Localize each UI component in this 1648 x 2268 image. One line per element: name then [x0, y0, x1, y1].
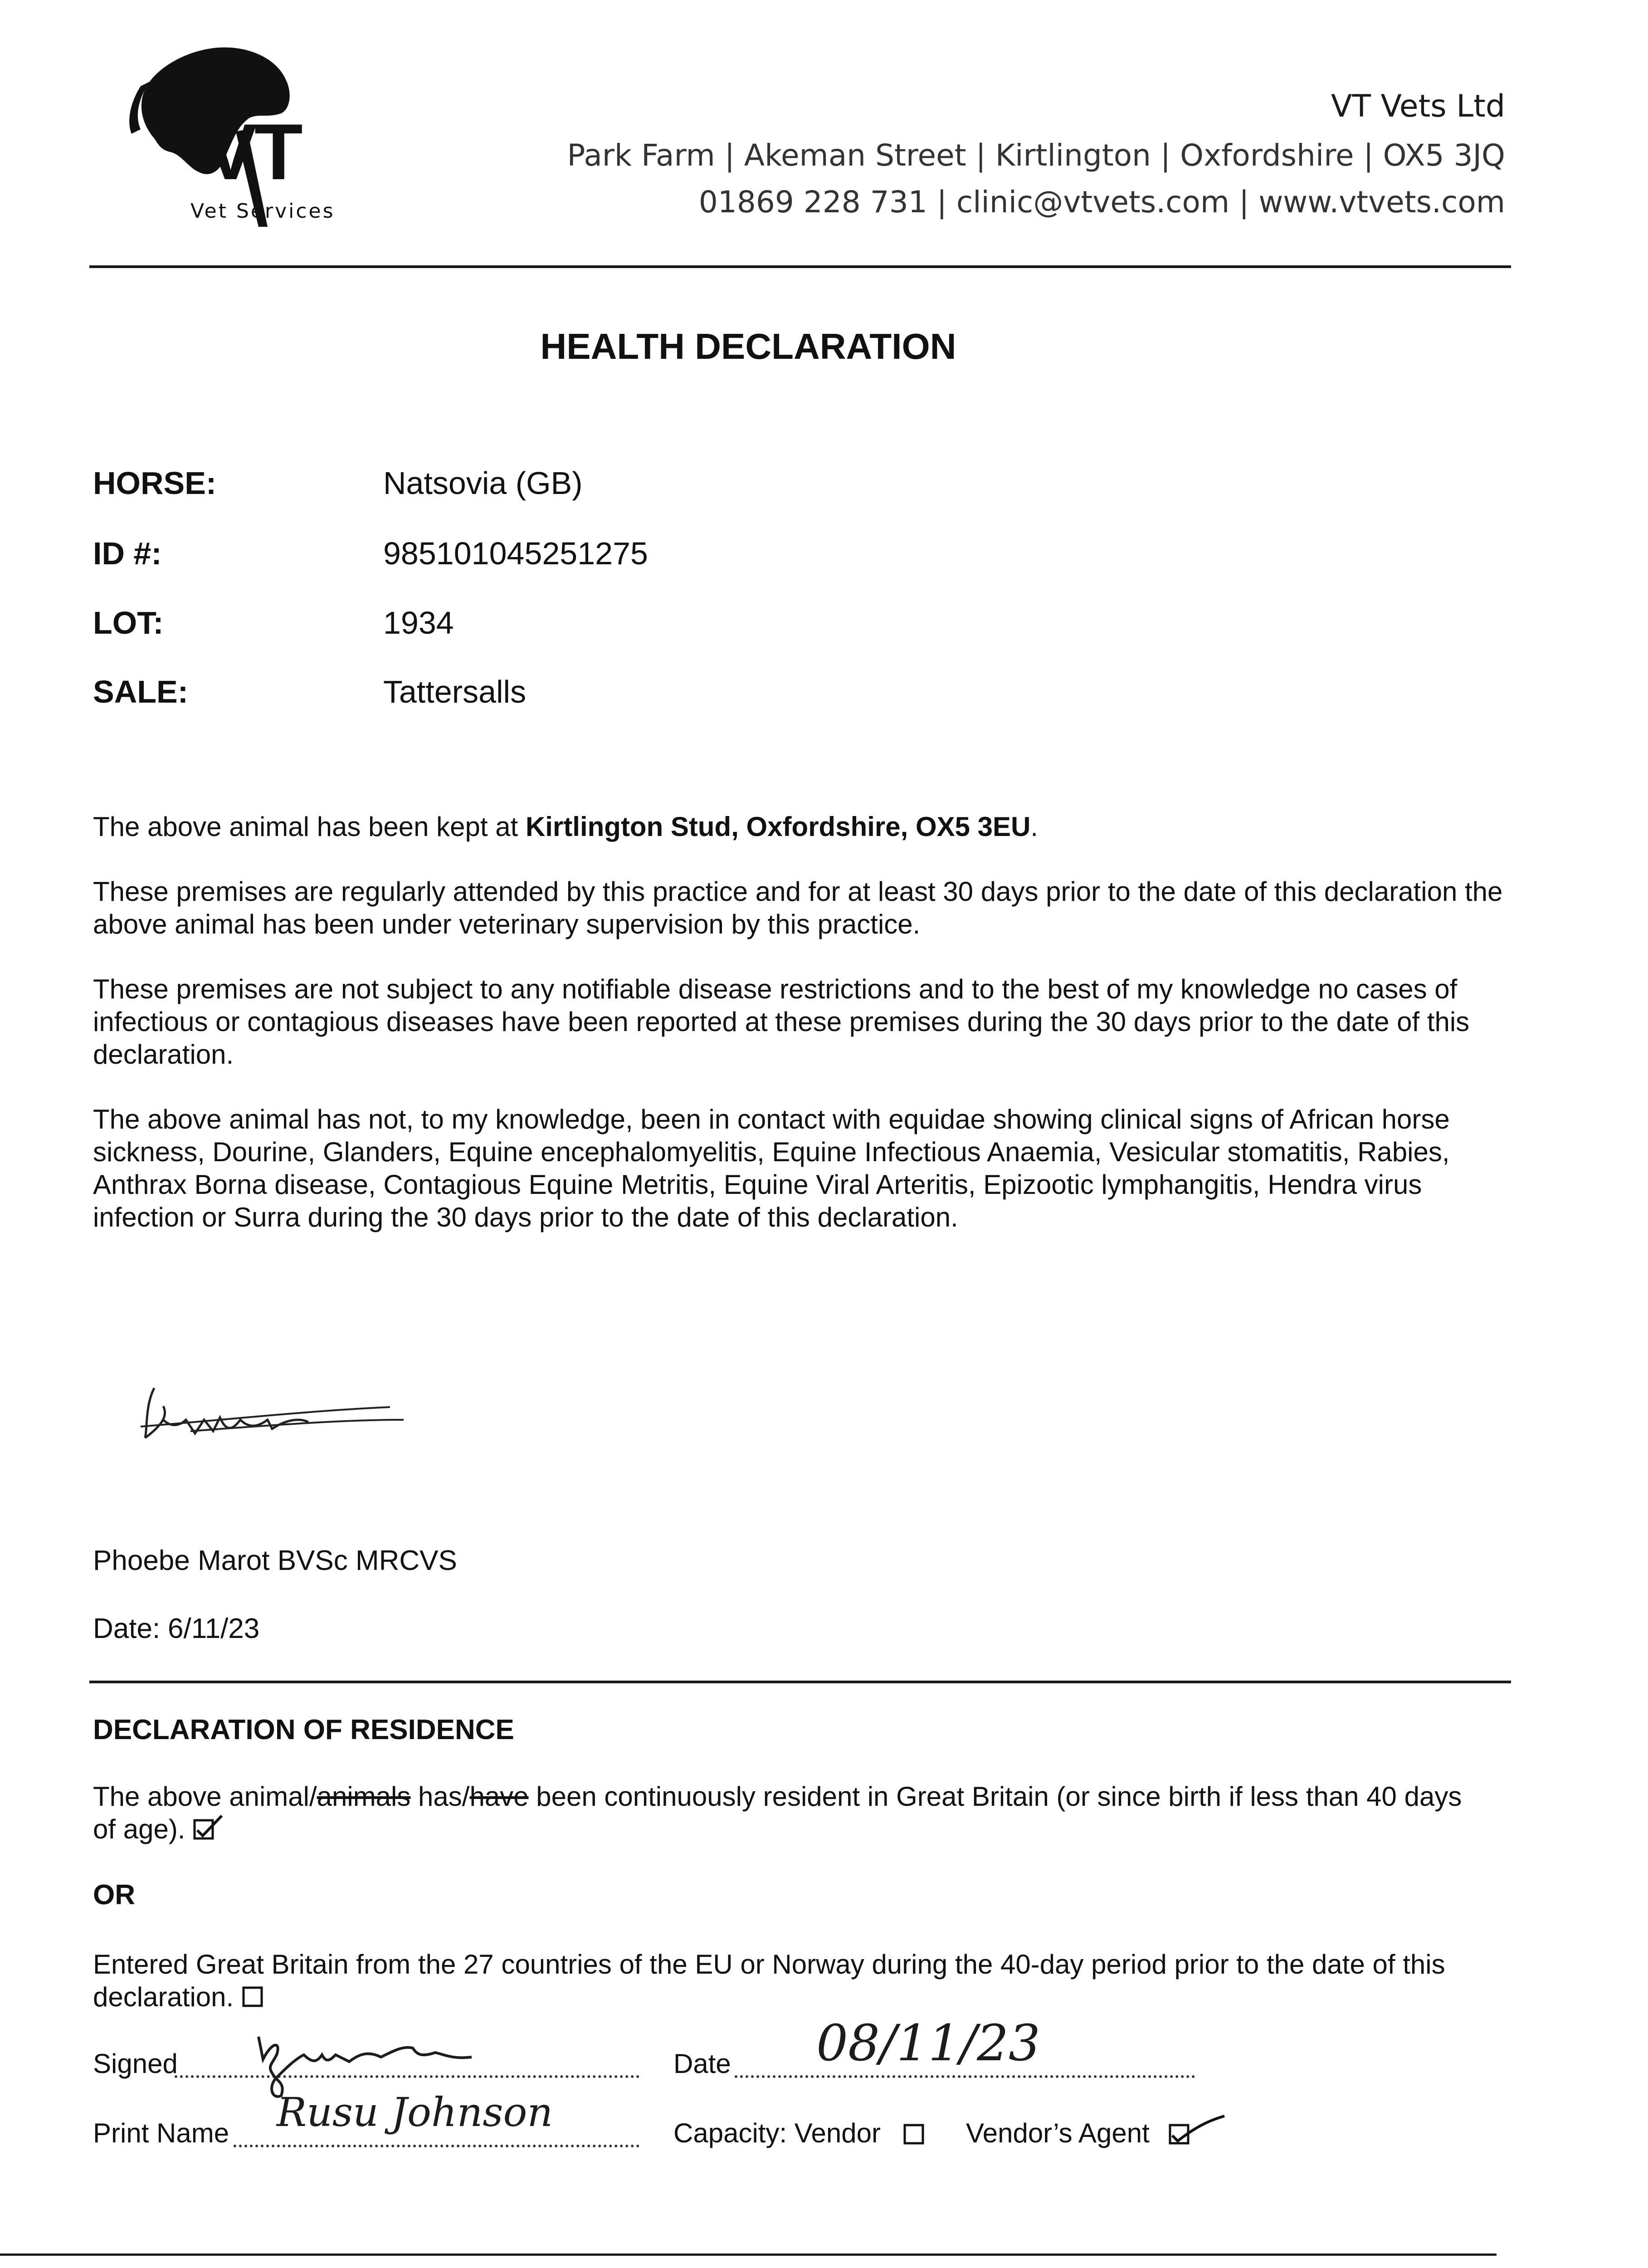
logo-brand-text: VT	[204, 108, 300, 196]
premises-prefix: The above animal has been kept at	[93, 811, 526, 842]
vet-date-value: 6/11/23	[168, 1613, 260, 1644]
residence-title: DECLARATION OF RESIDENCE	[93, 1714, 514, 1745]
supervision-paragraph: These premises are regularly attended by this practice and for at least 30 days prior to the date of this declaration the above animal has been under veterinary supervision by this practice.	[93, 876, 1503, 939]
or-label: OR	[93, 1879, 135, 1911]
capacity-label: Capacity: Vendor	[673, 2118, 881, 2148]
option1-struck-animals: animals	[317, 1781, 411, 1812]
option1-text-c: been continuously resident in Great Britain (or since birth if less than 40 days of age).	[93, 1781, 1462, 1844]
signed-label: Signed	[93, 2048, 178, 2079]
lot-label: LOT:	[93, 605, 164, 640]
premises-location: Kirtlington Stud, Oxfordshire, OX5 3EU	[525, 811, 1031, 842]
print-name-label: Print Name	[93, 2118, 229, 2148]
vendors-agent-checkbox[interactable]	[1168, 2114, 1227, 2150]
handwritten-name: Rusu Johnson	[277, 2089, 553, 2136]
vendors-agent-label: Vendor’s Agent	[966, 2118, 1150, 2148]
horse-value: Natsovia (GB)	[383, 465, 583, 501]
company-contact: 01869 228 731 | clinic@vtvets.com | www.vtvets.com	[698, 185, 1505, 220]
company-details	[567, 88, 1506, 231]
date-label: Date	[673, 2048, 731, 2079]
residence-option-2	[93, 1948, 1490, 2015]
sale-label: SALE:	[93, 674, 188, 709]
company-name: VT Vets Ltd	[1331, 88, 1505, 124]
empty-box-icon	[902, 2123, 925, 2146]
id-value: 985101045251275	[383, 536, 648, 571]
print-name-line[interactable]	[234, 2140, 639, 2147]
resident-checkbox[interactable]	[193, 1814, 224, 1848]
vet-name: Phoebe Marot BVSc MRCVS	[93, 1545, 457, 1576]
vendor-checkbox[interactable]	[902, 2123, 925, 2148]
checked-box-icon	[193, 1814, 224, 1841]
logo-subtitle: Vet Services	[190, 200, 335, 223]
horse-label: HORSE:	[93, 465, 217, 501]
vet-date-label: Date:	[93, 1613, 161, 1644]
company-address: Park Farm | Akeman Street | Kirtlington | Oxfordshire | OX5 3JQ	[567, 138, 1505, 173]
document-title: HEALTH DECLARATION	[540, 326, 956, 367]
vet-signature	[136, 1374, 417, 1456]
footer-divider	[0, 2253, 1497, 2256]
option1-text-b: has/	[410, 1781, 470, 1812]
premises-paragraph	[93, 811, 1526, 843]
checked-box-icon	[1168, 2114, 1227, 2148]
lot-value: 1934	[383, 605, 454, 640]
company-logo	[86, 36, 358, 231]
disease-restrictions-paragraph: These premises are not subject to any notifiable disease restrictions and to the best of my knowledge no cases of infectious or contagious diseases have been reported at these premises during the 30 days prior to the date of this declaration.	[93, 974, 1470, 1070]
eu-entry-checkbox[interactable]	[241, 1983, 264, 2015]
sale-value: Tattersalls	[383, 674, 527, 709]
residence-option-1	[93, 1780, 1490, 1848]
option1-text-a: The above animal/	[93, 1781, 317, 1812]
option1-struck-have: have	[469, 1781, 529, 1812]
empty-box-icon	[241, 1985, 264, 2008]
option2-text: Entered Great Britain from the 27 countries of the EU or Norway during the 40-day period prior to the date of this declaration.	[93, 1949, 1445, 2012]
id-label: ID #:	[93, 536, 162, 571]
premises-suffix: .	[1030, 811, 1039, 842]
handwritten-date: 08/11/23	[816, 2014, 1041, 2072]
section-divider	[89, 1681, 1511, 1683]
header-divider	[89, 265, 1511, 268]
contact-declaration-paragraph: The above animal has not, to my knowledge, been in contact with equidae showing clinical signs of African horse sickness, Dourine, Glanders, Equine encephalomyelitis, Equine Infectious Anaemia, Vesicular stomatitis, Rabies, Anthrax Borna disease, Contagious Equine Metritis, Equine Viral Arteritis, Epizootic lymphangitis, Hendra virus infection or Surra during the 30 days prior to the date of this declaration.	[93, 1104, 1450, 1232]
